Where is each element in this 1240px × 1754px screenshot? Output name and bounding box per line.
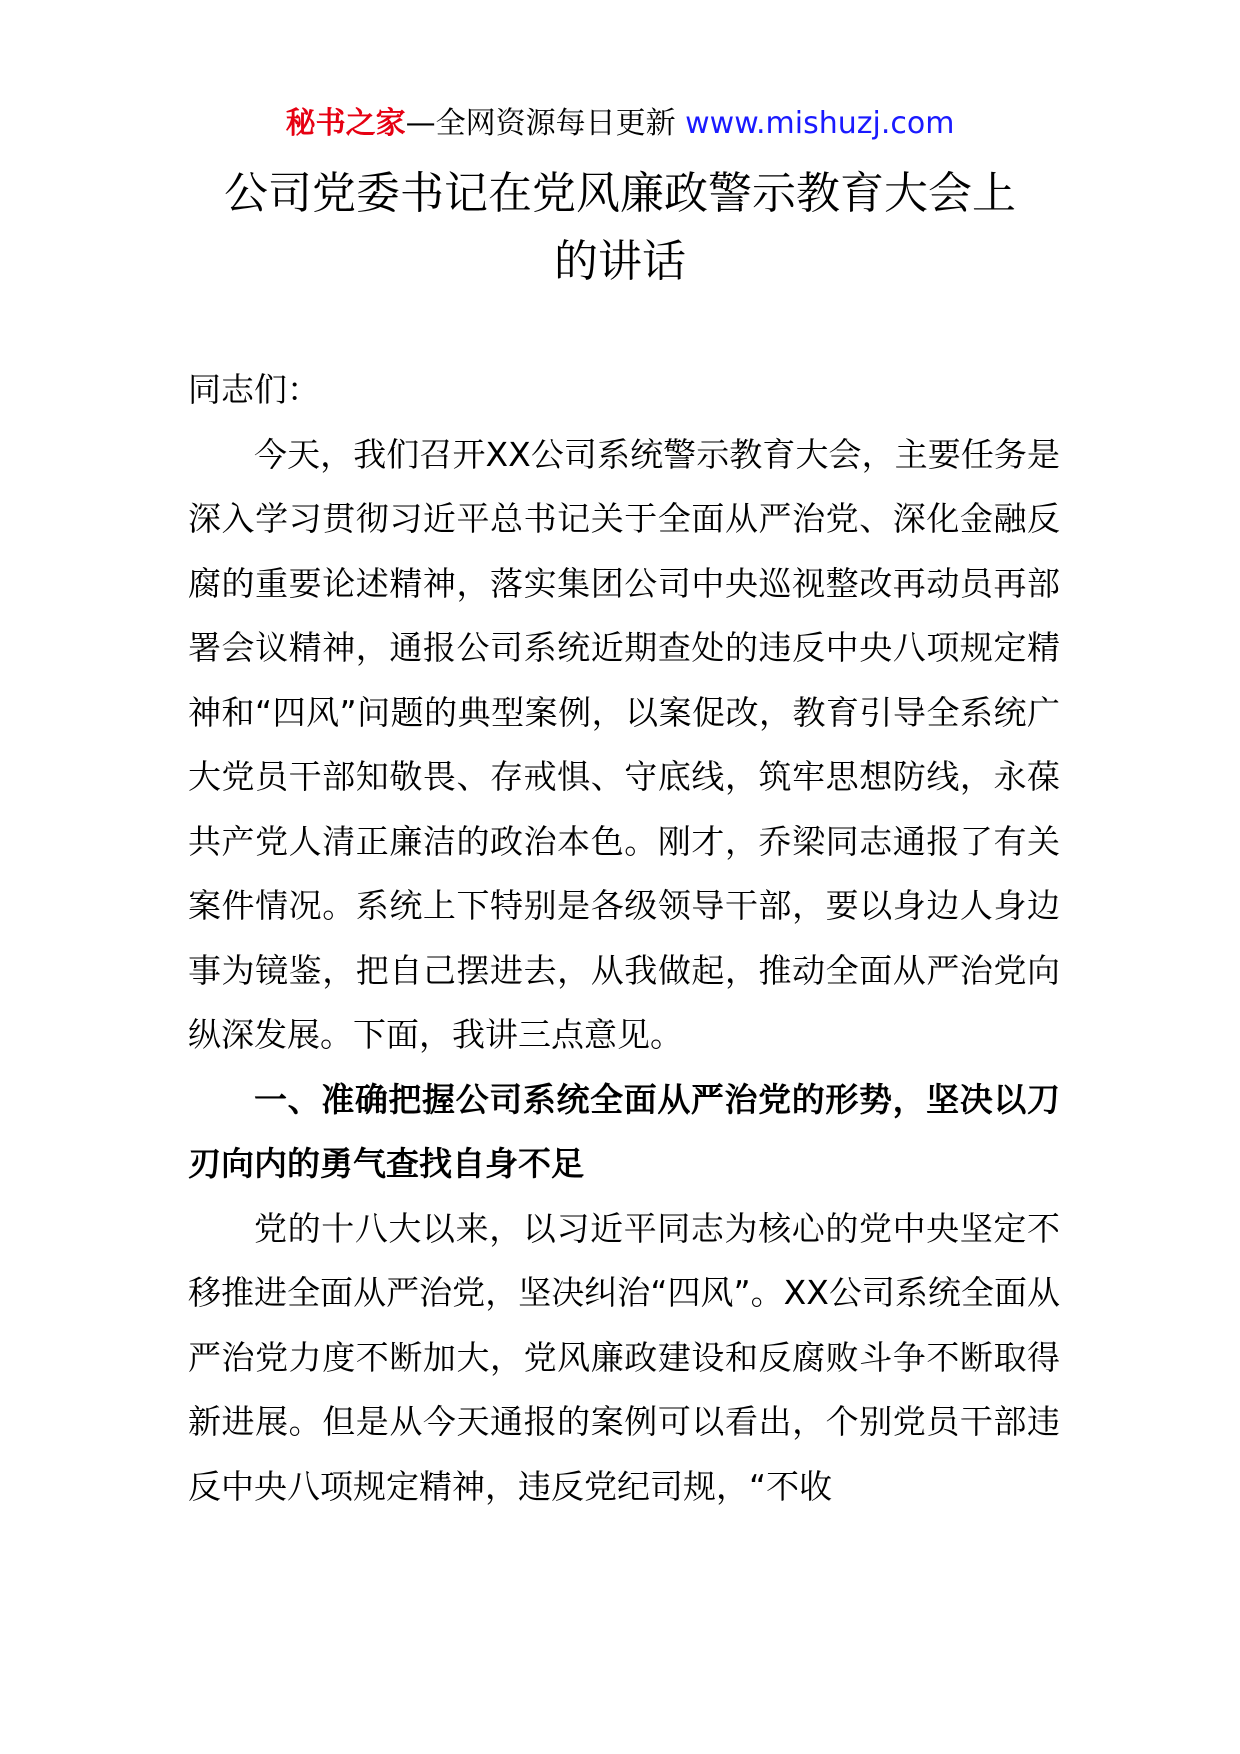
- site-url-link[interactable]: www.mishuzj.com: [685, 106, 955, 141]
- paragraph-opening: 今天，我们召开XX公司系统警示教育大会，主要任务是深入学习贯彻习近平总书记关于全面从严治党、深化金融反腐的重要论述精神，落实集团公司中央巡视整改再动员再部署会议精神，通报公司系统近期查处的违反中央八项规定精神和“四风”问题的典型案例，以案促改，教育引导全系统广大党员干部知敬畏、存戒惧、守底线，筑牢思想防线，永葆共产党人清正廉洁的政治本色。刚才，乔梁同志通报了有关案件情况。系统上下特别是各级领导干部，要以身边人身边事为镜鉴，把自己摆进去，从我做起，推动全面从严治党向纵深发展。下面，我讲三点意见。: [188, 434, 1060, 1054]
- salutation: 同志们：: [188, 370, 320, 409]
- section-heading-1: 一、准确把握公司系统全面从严治党的形势，坚决以刀刃向内的勇气查找自身不足: [188, 1079, 1060, 1183]
- site-header: [0, 102, 1240, 146]
- site-tagline: —全网资源每日更新: [405, 106, 676, 141]
- paragraph-section-1: 党的十八大以来，以习近平同志为核心的党中央坚定不移推进全面从严治党，坚决纠治“四风”。XX公司系统全面从严治党力度不断加大，党风廉政建设和反腐败斗争不断取得新进展。但是从今天通报的案例可以看出，个别党员干部违反中央八项规定精神，违反党纪司规，“不收: [188, 1208, 1060, 1506]
- site-brand: 秘书之家: [285, 106, 406, 141]
- document-title-line-1: 公司党委书记在党风廉政警示教育大会上: [224, 168, 1016, 219]
- document-title-line-2: 的讲话: [554, 236, 686, 287]
- document-body: [188, 358, 1060, 1519]
- document-title: [160, 160, 1080, 296]
